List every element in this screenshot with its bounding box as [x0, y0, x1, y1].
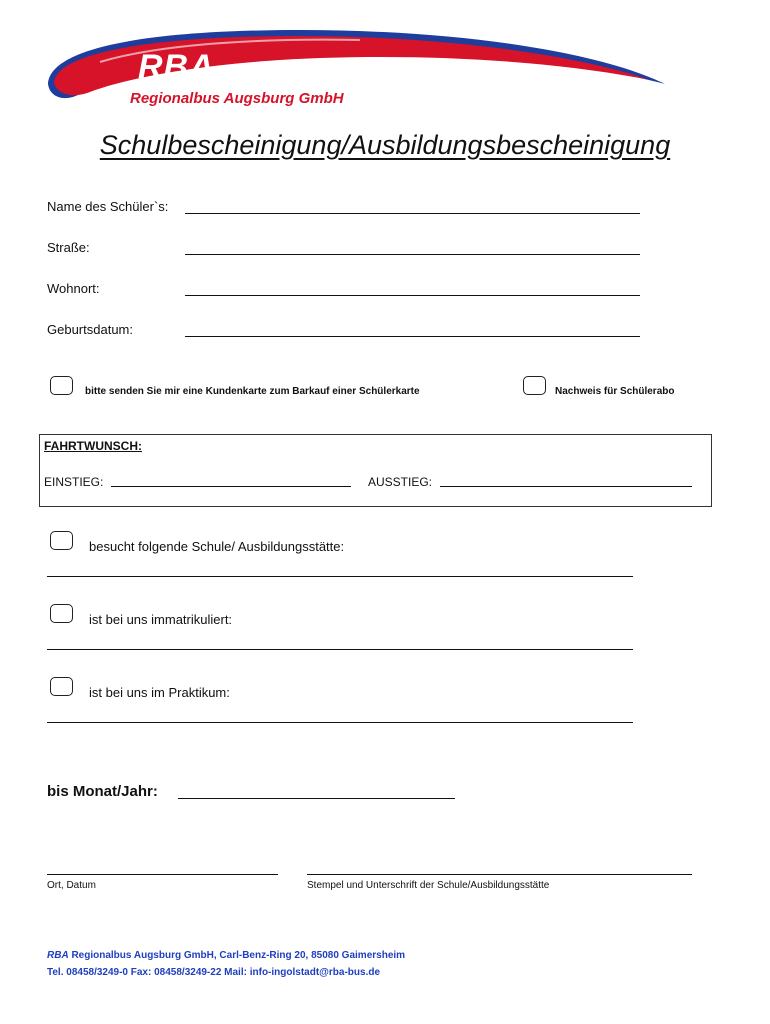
- einstieg-label: EINSTIEG:: [44, 475, 104, 489]
- praktikum-label: ist bei uns im Praktikum:: [89, 685, 230, 700]
- geburtsdatum-label: Geburtsdatum:: [47, 322, 133, 337]
- name-field[interactable]: [185, 213, 640, 214]
- bis-monat-field[interactable]: [178, 798, 455, 799]
- footer-brand: RBA: [47, 950, 69, 961]
- strasse-label: Straße:: [47, 240, 90, 255]
- nachweis-label: Nachweis für Schülerabo: [555, 386, 675, 397]
- praktikum-checkbox[interactable]: [50, 677, 73, 696]
- fahrtwunsch-heading: FAHRTWUNSCH:: [44, 439, 142, 453]
- schule-checkbox[interactable]: [50, 531, 73, 550]
- footer-address: [47, 948, 405, 964]
- stempel-field[interactable]: [307, 874, 692, 875]
- ort-datum-label: Ort, Datum: [47, 880, 96, 891]
- geburtsdatum-field[interactable]: [185, 336, 640, 337]
- kundenkarte-label: bitte senden Sie mir eine Kundenkarte zum Barkauf einer Schülerkarte: [85, 386, 420, 397]
- praktikum-field[interactable]: [47, 722, 633, 723]
- logo-company-text: Regionalbus Augsburg GmbH: [130, 90, 344, 107]
- nachweis-checkbox[interactable]: [523, 376, 546, 395]
- schule-label: besucht folgende Schule/ Ausbildungsstätte:: [89, 539, 345, 554]
- wohnort-field[interactable]: [185, 295, 640, 296]
- footer-contact: Tel. 08458/3249-0 Fax: 08458/3249-22 Mail: info-ingolstadt@rba-bus.de: [47, 967, 381, 978]
- einstieg-field[interactable]: [111, 486, 351, 487]
- strasse-field[interactable]: [185, 254, 640, 255]
- ort-datum-field[interactable]: [47, 874, 278, 875]
- stempel-label: Stempel und Unterschrift der Schule/Ausbildungsstätte: [307, 880, 550, 891]
- bis-monat-label: bis Monat/Jahr:: [47, 783, 158, 800]
- wohnort-label: Wohnort:: [47, 281, 100, 296]
- logo-brand-text: RBA: [138, 48, 215, 86]
- immatrikuliert-label: ist bei uns immatrikuliert:: [89, 612, 233, 627]
- ausstieg-field[interactable]: [440, 486, 692, 487]
- name-label: Name des Schüler`s:: [47, 199, 169, 214]
- kundenkarte-checkbox[interactable]: [50, 376, 73, 395]
- immatrikuliert-checkbox[interactable]: [50, 604, 73, 623]
- page-title: Schulbescheinigung/Ausbildungsbescheinigung: [99, 130, 671, 160]
- ausstieg-label: AUSSTIEG:: [368, 475, 433, 489]
- schule-field[interactable]: [47, 576, 633, 577]
- footer-address-text: Regionalbus Augsburg GmbH, Carl-Benz-Ring 20, 85080 Gaimersheim: [68, 950, 406, 961]
- immatrikuliert-field[interactable]: [47, 649, 633, 650]
